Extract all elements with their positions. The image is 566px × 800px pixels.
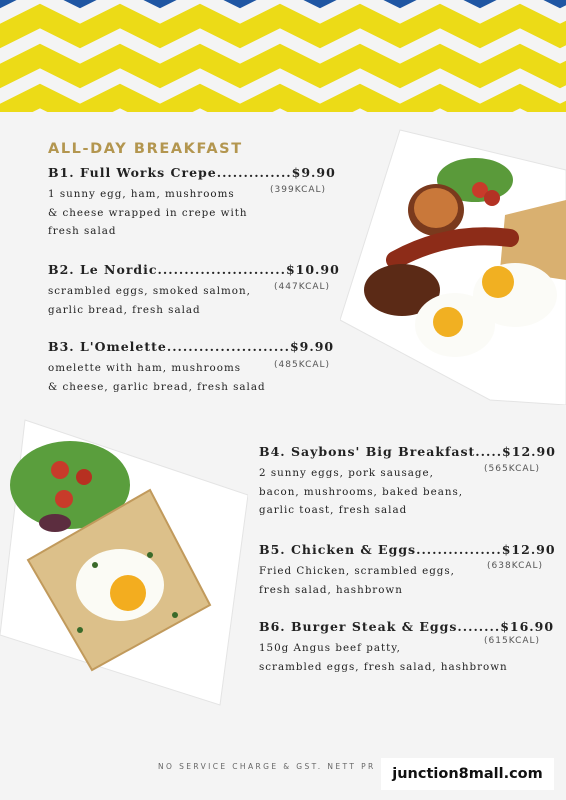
mall-website-badge: junction8mall.com [381,758,554,790]
description-line: 150g Angus beef patty, [259,642,401,654]
description-line: fresh salad, hashbrown [259,583,403,596]
item-name-price: B3. L'Omelette.......................$9.90 [48,339,335,354]
description-line: 1 sunny egg, ham, mushrooms [48,188,235,200]
description-line: & cheese, garlic bread, fresh salad [48,380,266,393]
kcal-label-b1: (399KCAL) [270,185,327,195]
description-line: & cheese wrapped in crepe with [48,206,248,219]
item-name-price: B4. Saybons' Big Breakfast.....$12.90 [259,444,556,459]
description-line: scrambled eggs, fresh salad, hashbrown [259,660,508,673]
footer-pricing-note: NO SERVICE CHARGE & GST. NETT PR [158,762,376,771]
kcal-label-b2: (447KCAL) [274,282,331,292]
description-line: bacon, mushrooms, baked beans, [259,485,464,498]
menu-item-b4 [259,444,556,520]
kcal-label-b4: (565KCAL) [484,464,541,474]
description-line: Fried Chicken, scrambled eggs, [259,565,455,577]
description-line: garlic toast, fresh salad [259,504,408,516]
kcal-label-b6: (615KCAL) [484,636,541,646]
menu-item-b6 [259,619,554,676]
chevron-pattern-band [0,0,566,112]
kcal-label-b5: (638KCAL) [487,561,544,571]
description-line: 2 sunny eggs, pork sausage, [259,467,434,479]
description-line: garlic bread, fresh salad [48,303,201,316]
description-line: omelette with ham, mushrooms [48,362,241,374]
description-line: fresh salad [48,225,117,237]
item-name-price: B2. Le Nordic........................$10.90 [48,262,340,277]
kcal-label-b3: (485KCAL) [274,360,331,370]
item-name-price: B1. Full Works Crepe..............$9.90 [48,165,336,180]
menu-item-b1 [48,165,336,241]
chicken-crepe-photo [0,415,248,710]
item-name-price: B5. Chicken & Eggs................$12.90 [259,542,556,557]
description-line: scrambled eggs, smoked salmon, [48,285,251,297]
section-title: ALL-DAY BREAKFAST [48,141,243,157]
big-breakfast-photo [340,120,566,405]
item-name-price: B6. Burger Steak & Eggs........$16.90 [259,619,555,634]
